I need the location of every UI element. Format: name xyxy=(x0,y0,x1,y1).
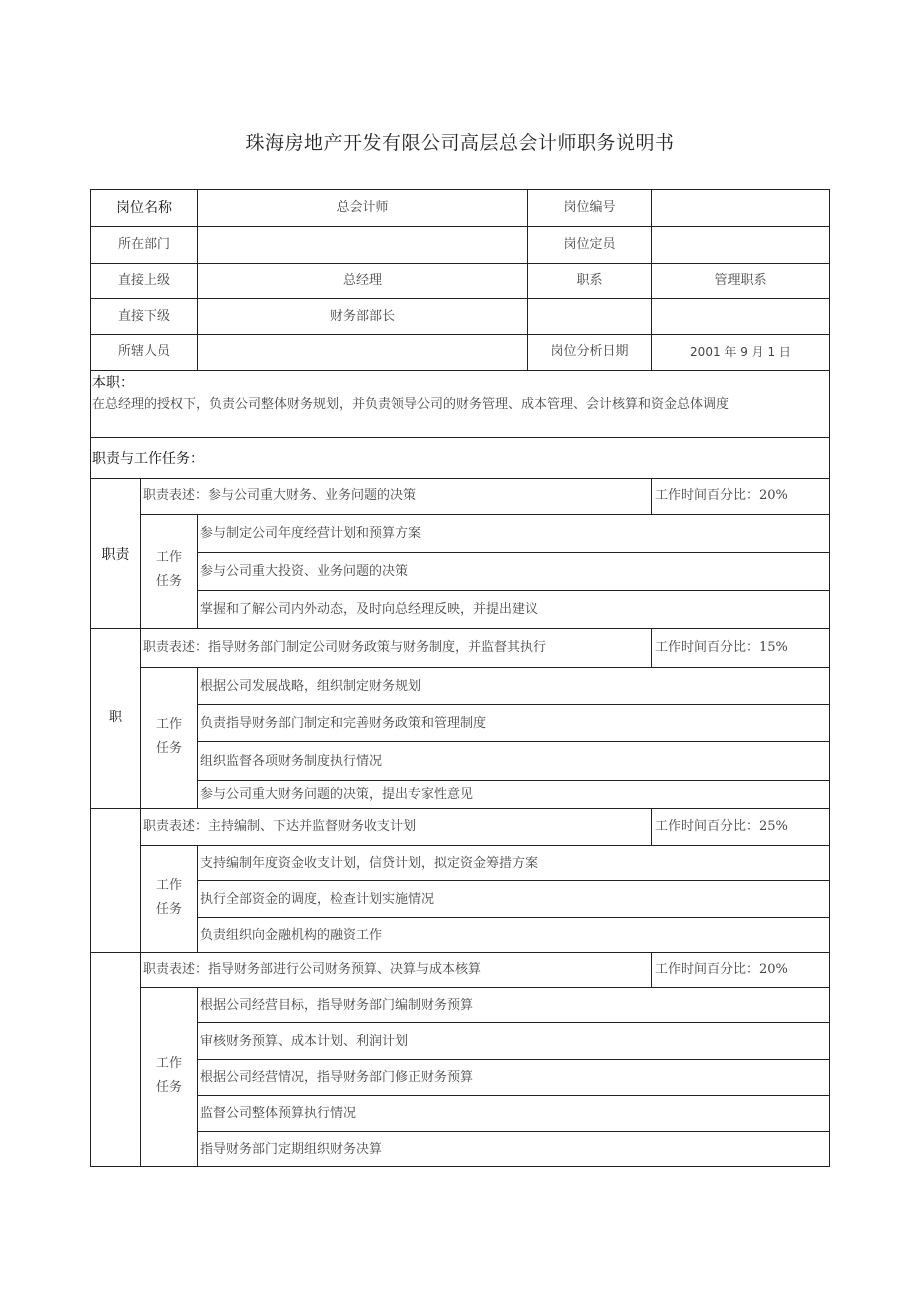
task-label-line2: 任务 xyxy=(155,574,182,589)
grid-line xyxy=(90,478,830,479)
task-item: 根据公司经营情况，指导财务部门修正财务预算 xyxy=(200,1070,474,1085)
duty-statement: 职责表述：指导财务部门制定公司财务政策与财务制度，并监督其执行 xyxy=(143,640,547,655)
subordinate-label: 直接下级 xyxy=(117,309,170,324)
grid-line xyxy=(197,1022,830,1023)
task-item: 掌握和了解公司内外动态，及时向总经理反映，并提出建议 xyxy=(200,602,539,617)
duty-time-percent: 工作时间百分比：20% xyxy=(655,488,788,503)
task-label-line1: 工作 xyxy=(155,717,182,732)
grid-line xyxy=(90,437,830,438)
duty-statement: 职责表述：主持编制、下达并监督财务收支计划 xyxy=(143,819,417,834)
task-item: 根据公司发展战略，组织制定财务规划 xyxy=(200,679,422,694)
grid-line xyxy=(197,590,830,591)
job-family-label: 职系 xyxy=(576,273,603,288)
position-name-label: 岗位名称 xyxy=(116,200,172,216)
grid-line xyxy=(140,514,830,515)
grid-line xyxy=(197,1059,830,1060)
duty-statement: 职责表述：参与公司重大财务、业务问题的决策 xyxy=(143,488,417,503)
task-item: 负责组织向金融机构的融资工作 xyxy=(200,928,383,943)
role-label: 本职： xyxy=(92,375,134,391)
task-item: 根据公司经营目标，指导财务部门编制财务预算 xyxy=(200,998,474,1013)
duty-section-border xyxy=(90,952,830,953)
duty-statement: 职责表述：指导财务部进行公司财务预算、决算与成本核算 xyxy=(143,962,482,977)
table-border-right xyxy=(829,189,830,1166)
table-border-top xyxy=(90,189,830,190)
task-label-line1: 工作 xyxy=(155,1056,182,1071)
grid-line xyxy=(90,226,830,227)
duty-section-border xyxy=(90,808,830,809)
position-name-value: 总会计师 xyxy=(336,200,389,215)
grid-line xyxy=(197,1095,830,1096)
department-label: 所在部门 xyxy=(117,237,170,252)
duty-left-label-1: 职责 xyxy=(101,547,130,563)
task-label-line2: 任务 xyxy=(155,902,182,917)
duty-left-label-2: 职 xyxy=(108,710,122,725)
task-label-line2: 任务 xyxy=(155,741,182,756)
task-item: 审核财务预算、成本计划、利润计划 xyxy=(200,1034,409,1049)
duty-time-percent: 工作时间百分比：25% xyxy=(655,819,788,834)
task-item: 参与公司重大投资、业务问题的决策 xyxy=(200,564,409,579)
superior-value: 总经理 xyxy=(342,273,382,288)
grid-line xyxy=(140,987,830,988)
duty-section-border xyxy=(90,628,830,629)
superior-label: 直接上级 xyxy=(117,273,170,288)
grid-line xyxy=(90,334,830,335)
analysis-date-value: 2001 年 9 月 1 日 xyxy=(690,345,791,359)
task-label-line2: 任务 xyxy=(155,1080,182,1095)
table-border-left xyxy=(90,189,91,1166)
task-item: 监督公司整体预算执行情况 xyxy=(200,1106,357,1121)
document-title: 珠海房地产开发有限公司高层总会计师职务说明书 xyxy=(245,132,675,154)
grid-line xyxy=(197,987,198,1166)
task-label-line1: 工作 xyxy=(155,550,182,565)
grid-line xyxy=(90,298,830,299)
analysis-date-label: 岗位分析日期 xyxy=(550,344,629,359)
grid-line xyxy=(197,514,198,628)
grid-line xyxy=(197,741,830,742)
headcount-label: 岗位定员 xyxy=(563,237,616,252)
task-item: 负责指导财务部门制定和完善财务政策和管理制度 xyxy=(200,716,487,731)
grid-line xyxy=(140,845,830,846)
grid-line xyxy=(197,880,830,881)
task-item: 参与公司重大财务问题的决策，提出专家性意见 xyxy=(200,787,474,802)
duty-time-percent: 工作时间百分比：15% xyxy=(655,640,788,655)
grid-line xyxy=(651,628,652,667)
grid-line xyxy=(90,263,830,264)
grid-line xyxy=(197,704,830,705)
grid-line xyxy=(651,952,652,987)
grid-line xyxy=(197,667,198,808)
duties-heading: 职责与工作任务： xyxy=(92,451,204,467)
grid-line xyxy=(197,780,830,781)
task-item: 指导财务部门定期组织财务决算 xyxy=(200,1142,383,1157)
duty-section-border xyxy=(90,1166,830,1167)
position-code-label: 岗位编号 xyxy=(563,200,616,215)
task-item: 参与制定公司年度经营计划和预算方案 xyxy=(200,526,422,541)
grid-line xyxy=(651,808,652,845)
grid-line xyxy=(197,845,198,952)
staff-label: 所辖人员 xyxy=(117,344,170,359)
grid-line xyxy=(140,667,830,668)
role-text: 在总经理的授权下，负责公司整体财务规划，并负责领导公司的财务管理、成本管理、会计核算和资金总体调度 xyxy=(92,397,730,412)
task-label-line1: 工作 xyxy=(155,878,182,893)
task-item: 执行全部资金的调度，检查计划实施情况 xyxy=(200,892,435,907)
grid-line xyxy=(197,917,830,918)
grid-line xyxy=(651,478,652,514)
job-family-value: 管理职系 xyxy=(714,273,767,288)
grid-line xyxy=(197,1131,830,1132)
task-item: 支持编制年度资金收支计划，信贷计划，拟定资金筹措方案 xyxy=(200,856,539,871)
subordinate-value: 财务部部长 xyxy=(329,309,395,324)
grid-line xyxy=(90,370,830,371)
grid-line xyxy=(197,552,830,553)
duty-time-percent: 工作时间百分比：20% xyxy=(655,962,788,977)
task-item: 组织监督各项财务制度执行情况 xyxy=(200,754,383,769)
